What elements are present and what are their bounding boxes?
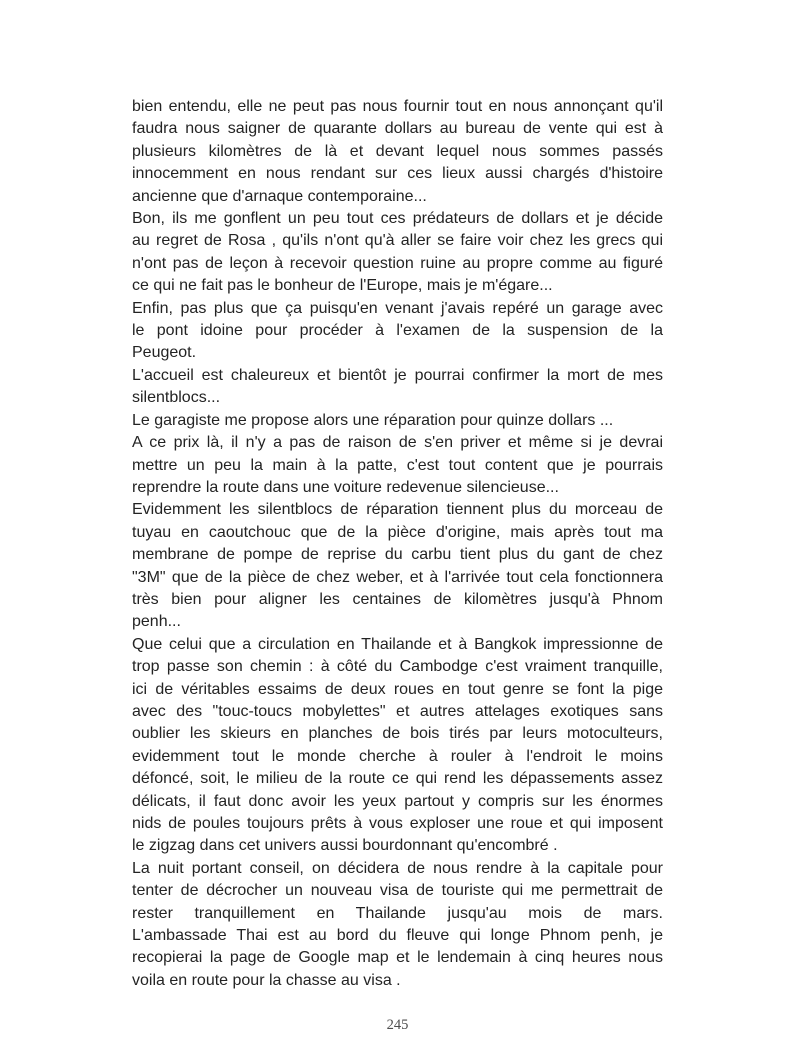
text-line: défoncé, soit, le milieu de la route ce qui rend les dépassements assez [132,770,663,788]
text-line: La nuit portant conseil, on décidera de nous rendre à la capitale pour [132,859,663,877]
text-line: le pont idoine pour procéder à l'examen de la suspension de la [132,322,663,340]
text-line: ce qui ne fait pas le bonheur de l'Europe, mais je m'égare... [132,277,553,295]
text-line: ici de véritables essaims de deux roues en tout genre se font la pige [132,680,663,698]
text-line: "3M" que de la pièce de chez weber, et à l'arrivée tout cela fonctionnera [132,568,663,586]
text-line: penh... [132,613,181,631]
text-line: tuyau en caoutchouc que de la pièce d'origine, mais après tout ma [132,523,663,541]
text-line: membrane de pompe de reprise du carbu tient plus du gant de chez [132,546,663,564]
text-line: plusieurs kilomètres de là et devant lequel nous sommes passés [132,142,663,160]
text-line: L'ambassade Thai est au bord du fleuve qui longe Phnom penh, je [132,927,663,945]
text-line: Evidemment les silentblocs de réparation tiennent plus du morceau de [132,501,663,519]
paragraph [132,410,663,432]
text-line: tenter de décrocher un nouveau visa de touriste qui me permettrait de [132,882,663,900]
text-line: le zigzag dans cet univers aussi bourdonnant qu'encombré . [132,837,558,855]
text-line: nids de poules toujours prêts à vous exploser une roue et qui imposent [132,815,663,832]
text-line: recopierai la page de Google map et le lendemain à cinq heures nous [132,949,663,967]
text-line: très bien pour aligner les centaines de kilomètres jusqu'à Phnom [132,590,663,608]
text-line: ancienne que d'arnaque contemporaine... [132,187,427,205]
text-line: mettre un peu la main à la patte, c'est tout content que je pourrais [132,456,663,474]
text-line: n'ont pas de leçon à recevoir question ruine au propre comme au figuré [132,254,663,272]
page-text [132,96,663,992]
text-line: A ce prix là, il n'y a pas de raison de s'en priver et même si je devrai [132,434,663,452]
paragraph [132,432,663,499]
paragraph [132,208,663,298]
text-line: innocemment en nous rendant sur ces lieux aussi chargés d'histoire [132,165,663,183]
page-number: 245 [386,1017,409,1033]
paragraph [132,499,663,633]
text-line: au regret de Rosa , qu'ils n'ont qu'à aller se faire voir chez les grecs qui [132,232,663,250]
paragraph [132,634,663,858]
text-line: silentblocs... [132,389,221,407]
paragraph [132,96,663,208]
text-line: oublier les skieurs en planches de bois tirés par leurs motoculteurs, [132,725,663,743]
text-line: Le garagiste me propose alors une réparation pour quinze dollars ... [132,411,614,429]
text-line: Bon, ils me gonflent un peu tout ces prédateurs de dollars et je décide [132,210,663,228]
text-line: trop passe son chemin : à côté du Cambodge c'est vraiment tranquille, [132,658,663,676]
paragraph [132,365,663,410]
text-line: evidemment tout le monde cherche à rouler à l'endroit le moins [132,747,663,765]
text-line: L'accueil est chaleureux et bientôt je pourrai confirmer la mort de mes [132,366,663,384]
text-line: rester tranquillement en Thailande jusqu'au mois de mars. [132,904,663,922]
text-line: bien entendu, elle ne peut pas nous fournir tout en nous annonçant qu'il [132,98,663,115]
text-line: Que celui que a circulation en Thailande et à Bangkok impressionne de [132,635,663,653]
text-line: faudra nous saigner de quarante dollars au bureau de vente qui est à [132,120,663,138]
text-line: voila en route pour la chasse au visa . [132,971,401,989]
text-line: délicats, il faut donc avoir les yeux partout y compris sur les énormes [132,792,663,810]
text-line: Enfin, pas plus que ça puisqu'en venant j'avais repéré un garage avec [132,299,663,317]
text-line: reprendre la route dans une voiture redevenue silencieuse... [132,478,559,496]
text-line: Peugeot. [132,344,197,362]
paragraph [132,298,663,365]
text-line: avec des "touc-toucs mobylettes" et autres attelages exotiques sans [132,702,663,720]
paragraph [132,858,663,992]
